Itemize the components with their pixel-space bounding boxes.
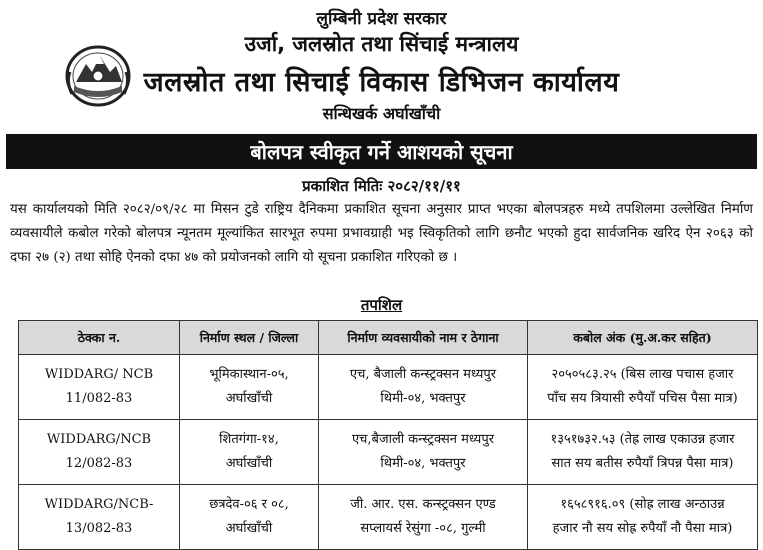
cell-line: अर्घाखाँची [225, 456, 273, 471]
cell-line: जी. आर. एस. कन्स्ट्रक्सन एण्ड [350, 497, 496, 512]
cell-line: २०५०५८३.२५ (बिस लाख पचास हजार [551, 367, 734, 382]
cell-line: थिमी-०४, भक्तपुर [380, 391, 466, 406]
contract-no-cell [19, 420, 180, 485]
published-date: प्रकाशित मितिः २०८२/११/११ [302, 177, 461, 195]
table-row [19, 485, 758, 550]
cell-line: एच, बैजाली कन्स्ट्रक्सन मध्यपुर [349, 367, 497, 382]
cell-line: पाँच सय त्रियासी रुपैयाँ पचिस पैसा मात्र) [547, 391, 738, 406]
table-header-row [19, 321, 758, 355]
cell-line: १३५१७३२.५३ (तेह्र लाख एकाउन्न हजार [550, 432, 735, 447]
header-bid-amount: कबोल अंक (मु.अ.कर सहित) [528, 321, 758, 355]
office-location: सन्धिखर्क अर्घाखाँची [322, 104, 441, 123]
contract-no-cell [19, 355, 180, 420]
table-row [19, 420, 758, 485]
contractor-cell [319, 420, 528, 485]
cell-line: भूमिकास्थान-०५, [209, 367, 289, 382]
cell-line: १६५८९१६.०९ (सोह्र लाख अन्ठाउन्न [560, 497, 725, 512]
cell-line: थिमी-०४, भक्तपुर [380, 456, 466, 471]
cell-line: अर्घाखाँची [225, 521, 273, 536]
cell-line: सात सय बतीस रुपैयाँ त्रिपन्न पैसा मात्र) [551, 456, 734, 471]
province-government: लुम्बिनी प्रदेश सरकार [316, 9, 447, 29]
header-site-district: निर्माण स्थल / जिल्ला [180, 321, 319, 355]
site-cell [180, 420, 319, 485]
cell-line: WIDDARG/ NCB [44, 367, 154, 382]
bid-amount-cell [528, 485, 758, 550]
letterhead [0, 0, 763, 132]
site-cell [180, 485, 319, 550]
cell-line: एच,बैजाली कन्स्ट्रक्सन मध्यपुर [351, 432, 495, 447]
cell-line: 11/082-83 [65, 391, 133, 406]
cell-line: सप्लायर्स रेसुंगा -०८, गुल्मी [360, 521, 486, 536]
cell-line: छत्रदेव-०६ र ०८, [209, 497, 289, 512]
table-row [19, 355, 758, 420]
site-cell [180, 355, 319, 420]
bid-amount-cell [528, 355, 758, 420]
ministry-name: उर्जा, जलस्रोत तथा सिंचाई मन्त्रालय [244, 32, 519, 56]
notice-body-text: यस कार्यालयको मिति २०८२/०९/२८ मा मिसन टुडे राष्ट्रिय दैनिकमा प्रकाशित सूचना अनुसार प्राप्त भएका बोलपत्रहरु मध्ये तपशिलमा उल्लेखित निर्माण व्यवसायीले कबोल गरेको बोलपत्र न्यूनतम मूल्यांकित सारभूत रुपमा प्रभावग्राही भइ स्विकृतिको लागि छनौट भएको हुदा सार्वजनिक खरिद ऐन २०६३ को दफा २७ (२) तथा सोहि ऐनको दफा ४७ को प्रयोजनको लागि यो सूचना प्रकाशित गरिएको छ । [10, 202, 753, 265]
header-contractor: निर्माण व्यवसायीको नाम र ठेगाना [319, 321, 528, 355]
cell-line: अर्घाखाँची [225, 391, 273, 406]
bid-amount-cell [528, 420, 758, 485]
cell-line: हजार नौ सय सोह्र रुपैयाँ नौ पैसा मात्र) [552, 521, 733, 536]
contract-no-cell [19, 485, 180, 550]
cell-line: WIDDARG/NCB- [44, 497, 154, 512]
header-contract-no: ठेक्का न. [19, 321, 180, 355]
cell-line: WIDDARG/NCB [46, 432, 152, 447]
contractor-cell [319, 485, 528, 550]
notice-title-banner: बोलपत्र स्वीकृत गर्ने आशयको सूचना [6, 134, 757, 169]
cell-line: 12/082-83 [65, 456, 133, 471]
details-heading: तपशिल [360, 296, 403, 314]
cell-line: 13/082-83 [65, 521, 133, 536]
contractor-cell [319, 355, 528, 420]
office-name: जलस्रोत तथा सिचाई विकास डिभिजन कार्यालय [143, 67, 620, 98]
bid-table [18, 320, 758, 550]
cell-line: शितगंगा-१४, [219, 432, 279, 447]
